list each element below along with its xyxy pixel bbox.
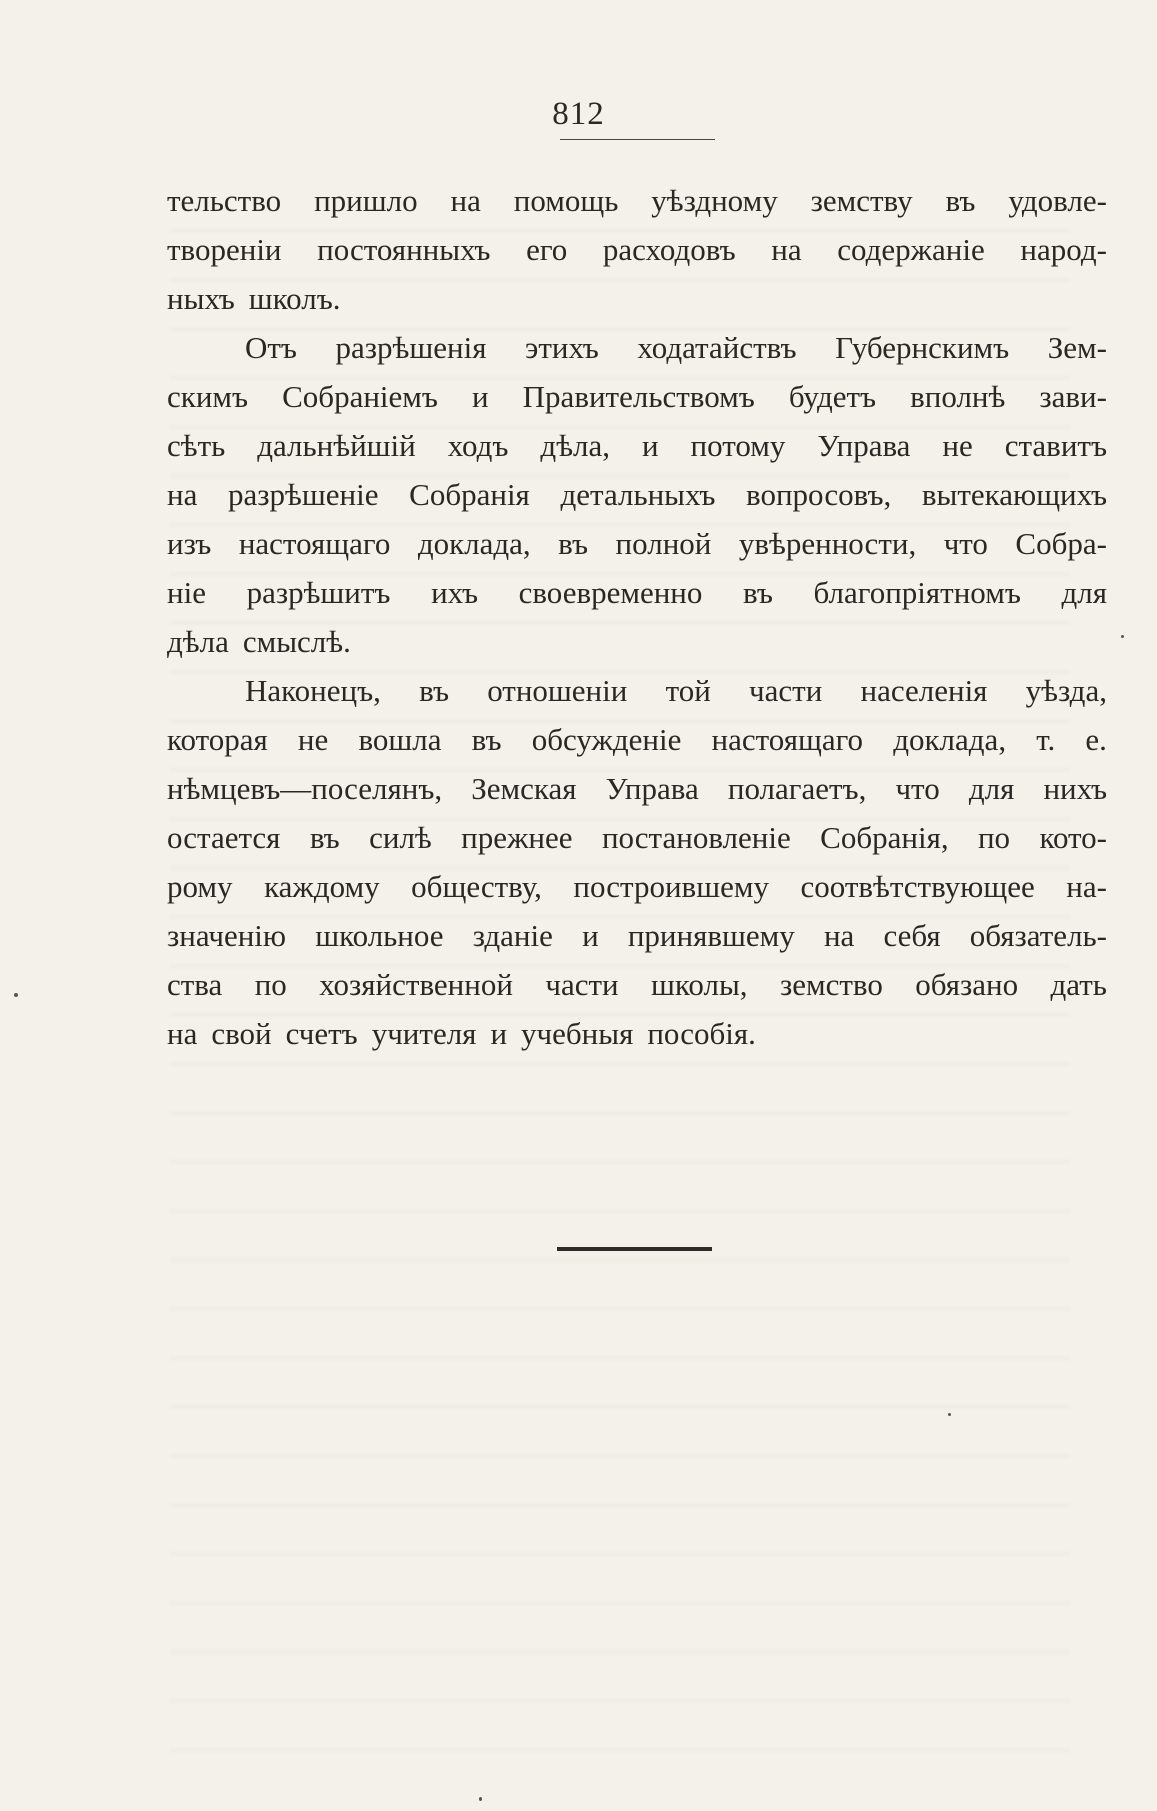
word: Земская [471, 771, 577, 806]
word: полагаетъ, [727, 771, 867, 806]
text-line [167, 960, 1107, 1009]
text-line [167, 862, 1107, 911]
word: скимъ [167, 379, 249, 414]
word: е. [1085, 722, 1107, 757]
word: земству [810, 183, 913, 218]
word: содержаніе [837, 232, 985, 267]
word: вполнѣ [910, 379, 1006, 414]
text-line [167, 1009, 1107, 1058]
word: свой [211, 1016, 272, 1051]
word: этихъ [525, 330, 599, 365]
word: доклада, [893, 722, 1007, 757]
text-line [167, 617, 1107, 666]
word: въ [309, 820, 340, 855]
word: детальныхъ [560, 477, 716, 512]
word: смыслѣ. [242, 624, 351, 659]
text-line [167, 911, 1107, 960]
text-line [167, 764, 1107, 813]
word: разрѣшенія [335, 330, 487, 365]
word: учителя [371, 1016, 477, 1051]
text-line [167, 274, 1107, 323]
word: что [943, 526, 988, 561]
word: соотвѣтствующее [800, 869, 1035, 904]
word: уѣзда, [1025, 673, 1107, 708]
word: настоящаго [238, 526, 391, 561]
word: части [749, 673, 823, 708]
word: Собранія, [820, 820, 949, 855]
text-line [167, 323, 1107, 372]
word: счетъ [285, 1016, 358, 1051]
word: Губернскимъ [835, 330, 1010, 365]
word: кото- [1039, 820, 1107, 855]
body-text [167, 176, 1107, 1058]
text-line [167, 176, 1107, 225]
word: постановленіе [601, 820, 791, 855]
word: въ [743, 575, 773, 610]
word: построившему [573, 869, 769, 904]
word: на [823, 918, 855, 953]
word: Наконецъ, [245, 673, 381, 708]
text-line [167, 470, 1107, 519]
word: народ- [1020, 232, 1107, 267]
text-line [167, 421, 1107, 470]
word: школьное [315, 918, 444, 953]
word: дѣла, [540, 428, 611, 463]
word: и [641, 428, 659, 463]
word: ходатайствъ [637, 330, 797, 365]
word: дальнѣйшій [257, 428, 416, 463]
word: своевременно [518, 575, 703, 610]
word: Управа [817, 428, 911, 463]
word: нихъ [1043, 771, 1107, 806]
text-line [167, 372, 1107, 421]
word: въ [419, 673, 449, 708]
word: ства [167, 967, 223, 1002]
word: уѣздному [651, 183, 778, 218]
word: и [490, 1016, 508, 1051]
word: пособія. [647, 1016, 756, 1051]
text-line [167, 813, 1107, 862]
scan-speck [1121, 635, 1124, 638]
word: по [254, 967, 287, 1002]
word: тельство [167, 183, 282, 218]
word: вопросовъ, [746, 477, 892, 512]
scan-speck [948, 1413, 951, 1416]
text-line [167, 225, 1107, 274]
word: Зем- [1047, 330, 1107, 365]
word: ходъ [447, 428, 509, 463]
paragraph [167, 666, 1107, 1058]
word: вошла [358, 722, 442, 757]
text-line [167, 519, 1107, 568]
text-line [167, 568, 1107, 617]
word: ніе [167, 575, 206, 610]
text-line [167, 666, 1107, 715]
word: земство [779, 967, 883, 1002]
word: остается [167, 820, 281, 855]
page-number: 812 [552, 96, 605, 132]
word: увѣренности, [738, 526, 917, 561]
word: его [526, 232, 568, 267]
word: Собраніемъ [282, 379, 438, 414]
word: не [297, 722, 329, 757]
word: дать [1050, 967, 1107, 1002]
word: по [977, 820, 1011, 855]
word: зданіе [472, 918, 553, 953]
word: школы, [651, 967, 748, 1002]
header-rule [560, 139, 715, 140]
word: Собра- [1015, 526, 1107, 561]
word: доклада, [417, 526, 531, 561]
word: ныхъ [167, 281, 235, 316]
word: обязано [915, 967, 1019, 1002]
word: вытекающихъ [921, 477, 1107, 512]
word: силѣ [369, 820, 432, 855]
paragraph [167, 176, 1107, 323]
word: твореніи [167, 232, 282, 267]
word: разрѣшеніе [228, 477, 379, 512]
word: настоящаго [711, 722, 864, 757]
word: и [582, 918, 599, 953]
word: Собранія [409, 477, 530, 512]
word: удовле- [1008, 183, 1107, 218]
word: рому [167, 869, 233, 904]
word: той [665, 673, 711, 708]
word: населенія [860, 673, 988, 708]
word: нѣмцевъ—поселянъ, [167, 771, 443, 806]
word: дѣла [167, 624, 229, 659]
word: т. [1036, 722, 1056, 757]
end-rule [557, 1247, 712, 1251]
word: пришло [314, 183, 418, 218]
word: части [545, 967, 619, 1002]
word: ихъ [431, 575, 479, 610]
word: Отъ [245, 330, 297, 365]
word: разрѣшитъ [246, 575, 391, 610]
word: которая [167, 722, 268, 757]
word: Управа [605, 771, 699, 806]
word: и [472, 379, 489, 414]
word: на [771, 232, 802, 267]
word: въ [945, 183, 976, 218]
word: въ [471, 722, 502, 757]
word: обсужденіе [531, 722, 682, 757]
word: сѣть [167, 428, 226, 463]
word: прежнее [461, 820, 573, 855]
word: обязатель- [969, 918, 1107, 953]
word: потому [690, 428, 786, 463]
word: обществу, [411, 869, 542, 904]
word: ставитъ [1004, 428, 1107, 463]
word: Правительствомъ [522, 379, 755, 414]
word: что [895, 771, 940, 806]
word: благопріятномъ [813, 575, 1021, 610]
word: школъ. [248, 281, 341, 316]
scan-speck [479, 1797, 482, 1801]
word: на [450, 183, 481, 218]
word: полной [615, 526, 712, 561]
word: постоянныхъ [317, 232, 491, 267]
word: хозяйственной [319, 967, 513, 1002]
word: въ [558, 526, 589, 561]
word: принявшему [627, 918, 795, 953]
word: на [167, 1016, 198, 1051]
word: отношеніи [487, 673, 628, 708]
word: каждому [264, 869, 380, 904]
word: будетъ [788, 379, 877, 414]
word: для [968, 771, 1015, 806]
word: на- [1066, 869, 1107, 904]
scan-speck [14, 993, 18, 997]
word: значенію [167, 918, 287, 953]
word: изъ [167, 526, 212, 561]
word: учебныя [521, 1016, 634, 1051]
word: себя [883, 918, 941, 953]
word: зави- [1039, 379, 1107, 414]
word: для [1061, 575, 1107, 610]
word: не [942, 428, 973, 463]
word: на [167, 477, 198, 512]
word: расходовъ [602, 232, 736, 267]
word: помощь [513, 183, 619, 218]
text-line [167, 715, 1107, 764]
paragraph [167, 323, 1107, 666]
